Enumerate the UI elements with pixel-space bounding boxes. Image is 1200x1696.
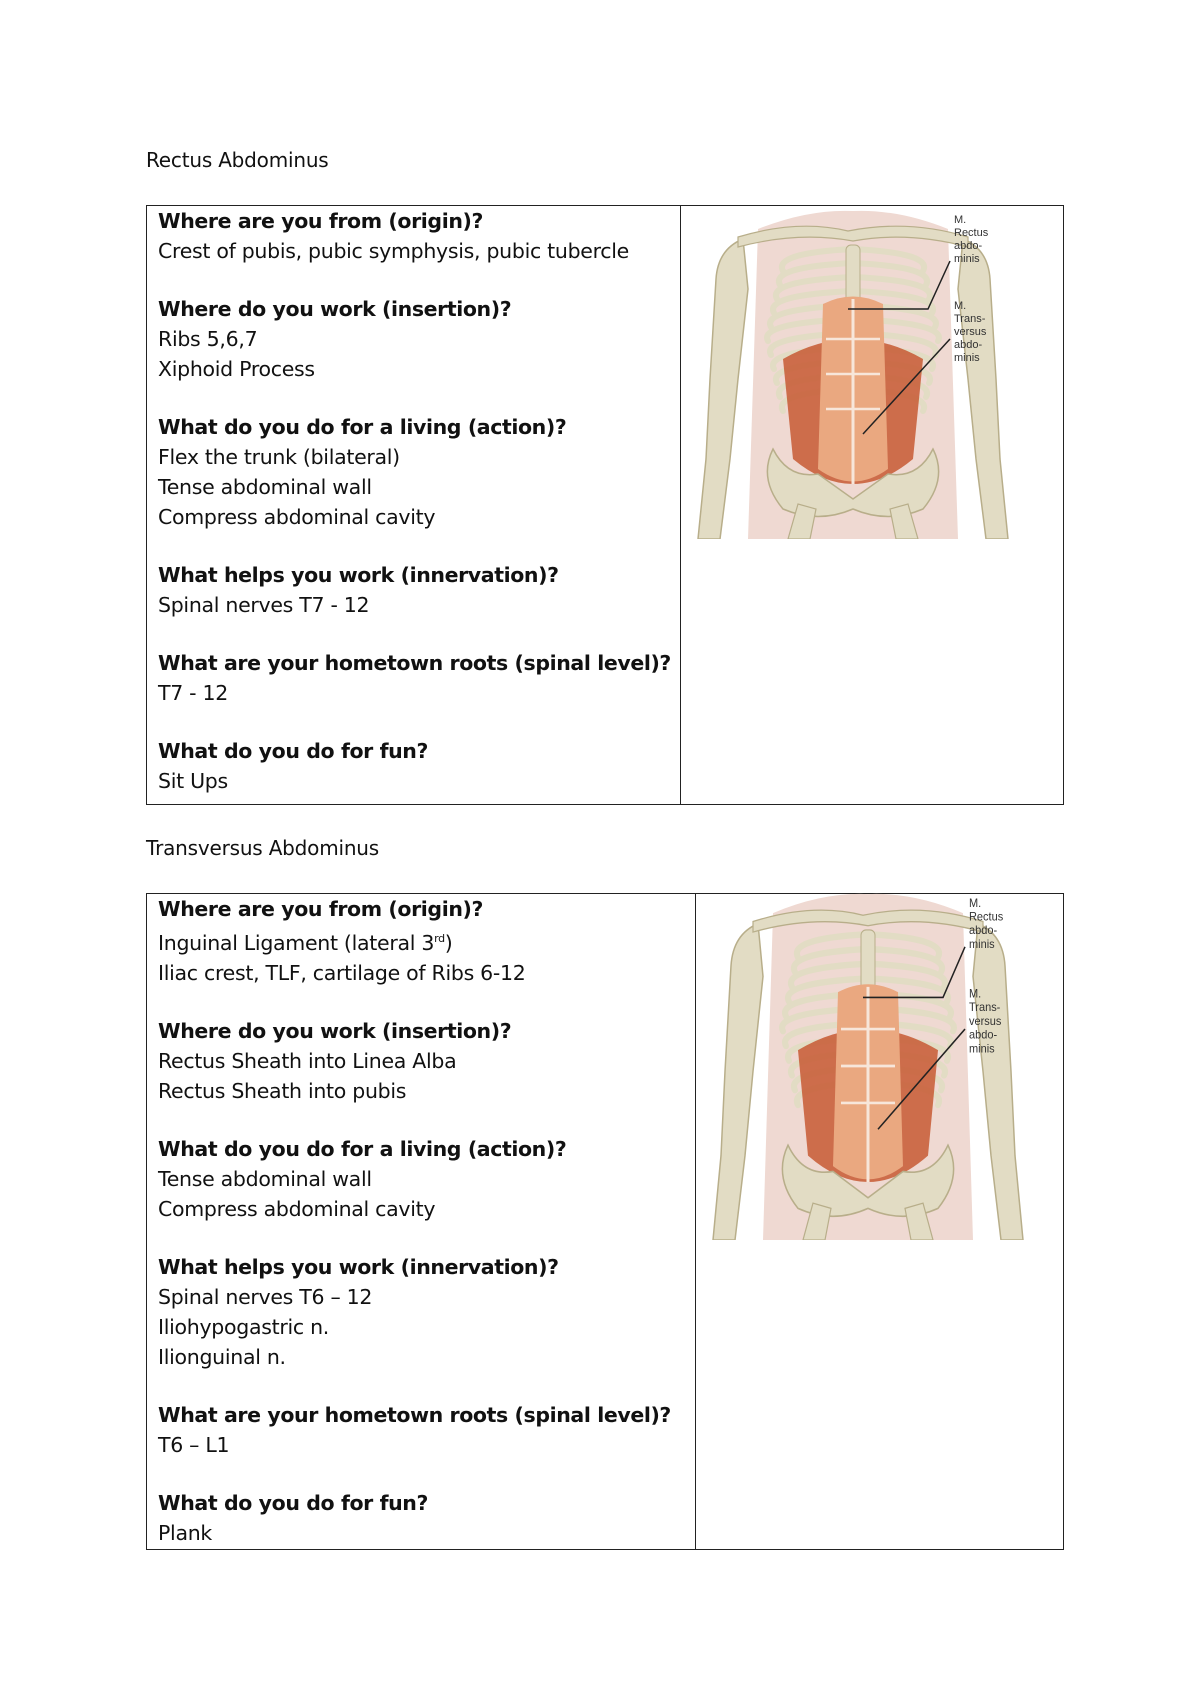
figure-label-rectus: Rectus (969, 911, 1004, 924)
figure-label-rectus: M. (954, 214, 967, 226)
answer-line (158, 924, 671, 958)
qa-origin (158, 206, 671, 266)
qa-spinal-level (158, 1400, 671, 1460)
figure-label-rectus: abdo- (954, 240, 983, 252)
question-spinal-level: What are your hometown roots (spinal level)? (158, 651, 671, 675)
answer-line: Xiphoid Process (158, 357, 315, 381)
answer-line: Crest of pubis, pubic symphysis, pubic tubercle (158, 239, 629, 263)
qa-origin (158, 894, 671, 988)
qa-insertion (158, 294, 671, 384)
figure-label-transversus: versus (969, 1015, 1002, 1028)
figure-label-transversus: Trans- (954, 313, 986, 325)
answer-line: Rectus Sheath into pubis (158, 1078, 407, 1103)
figure-label-transversus: Trans- (969, 1001, 1001, 1015)
answer-line: Iliac crest, TLF, cartilage of Ribs 6-12 (158, 960, 526, 985)
question-innervation: What helps you work (innervation)? (158, 1254, 559, 1279)
question-origin: Where are you from (origin)? (158, 209, 483, 233)
figure-label-transversus: M. (954, 300, 967, 312)
answer-text-suffix: ) (444, 930, 453, 955)
answer-text: Inguinal Ligament (lateral 3 (158, 930, 435, 955)
answer-line: Spinal nerves T6 – 12 (158, 1284, 373, 1309)
anatomy-figure-abdominal-muscles (688, 209, 1018, 539)
figure-label-transversus: M. (969, 988, 982, 1001)
question-fun: What do you do for fun? (158, 1490, 428, 1515)
superscript: rd (434, 932, 445, 945)
figure-label-rectus: Rectus (954, 227, 989, 239)
card-divider (695, 894, 696, 1549)
left-arm-bone (698, 239, 748, 539)
muscle-card-transversus (146, 893, 1064, 1550)
card-text-column (158, 206, 671, 796)
figure-label-rectus: minis (954, 253, 980, 265)
answer-line: T6 – L1 (158, 1432, 230, 1457)
card-divider (680, 206, 681, 804)
answer-line: T7 - 12 (158, 681, 228, 705)
anatomy-figure-abdominal-muscles (703, 892, 1033, 1240)
qa-action (158, 412, 671, 532)
figure-label-rectus: abdo- (969, 924, 998, 938)
question-action: What do you do for a living (action)? (158, 1136, 567, 1161)
qa-fun (158, 1488, 671, 1548)
figure-label-transversus: abdo- (969, 1029, 998, 1042)
card-text-column (158, 894, 671, 1548)
answer-line: Tense abdominal wall (158, 1166, 372, 1191)
figure-label-transversus: versus (954, 326, 987, 338)
question-insertion: Where do you work (insertion)? (158, 297, 512, 321)
question-innervation: What helps you work (innervation)? (158, 563, 559, 587)
answer-line: Rectus Sheath into Linea Alba (158, 1048, 457, 1073)
anatomy-illustration (703, 892, 1033, 1240)
qa-action (158, 1134, 671, 1224)
answer-line: Ilionguinal n. (158, 1344, 286, 1369)
figure-label-transversus: abdo- (954, 339, 983, 351)
answer-line: Compress abdominal cavity (158, 505, 436, 529)
muscle-card-rectus (146, 205, 1064, 805)
answer-line: Spinal nerves T7 - 12 (158, 593, 370, 617)
answer-line: Tense abdominal wall (158, 475, 372, 499)
answer-line: Plank (158, 1520, 212, 1545)
qa-innervation (158, 560, 671, 620)
figure-label-rectus: M. (969, 897, 982, 910)
answer-line: Iliohypogastric n. (158, 1314, 329, 1339)
anatomy-illustration (688, 209, 1018, 539)
section-title-transversus: Transversus Abdominus (146, 836, 380, 860)
right-arm-bone (958, 239, 1008, 539)
answer-line: Sit Ups (158, 769, 228, 793)
answer-line: Ribs 5,6,7 (158, 327, 258, 351)
qa-fun (158, 736, 671, 796)
figure-label-transversus: minis (969, 1043, 995, 1056)
qa-innervation (158, 1252, 671, 1372)
qa-spinal-level (158, 648, 671, 708)
question-action: What do you do for a living (action)? (158, 415, 567, 439)
question-origin: Where are you from (origin)? (158, 897, 483, 921)
answer-line: Flex the trunk (bilateral) (158, 445, 400, 469)
section-title-rectus: Rectus Abdominus (146, 148, 329, 172)
question-spinal-level: What are your hometown roots (spinal level)? (158, 1402, 671, 1427)
question-fun: What do you do for fun? (158, 739, 428, 763)
left-arm-bone (713, 924, 763, 1240)
qa-insertion (158, 1016, 671, 1106)
right-arm-bone (973, 924, 1023, 1240)
answer-line: Compress abdominal cavity (158, 1196, 436, 1221)
figure-label-rectus: minis (969, 938, 995, 951)
figure-label-transversus: minis (954, 352, 980, 364)
question-insertion: Where do you work (insertion)? (158, 1018, 512, 1043)
